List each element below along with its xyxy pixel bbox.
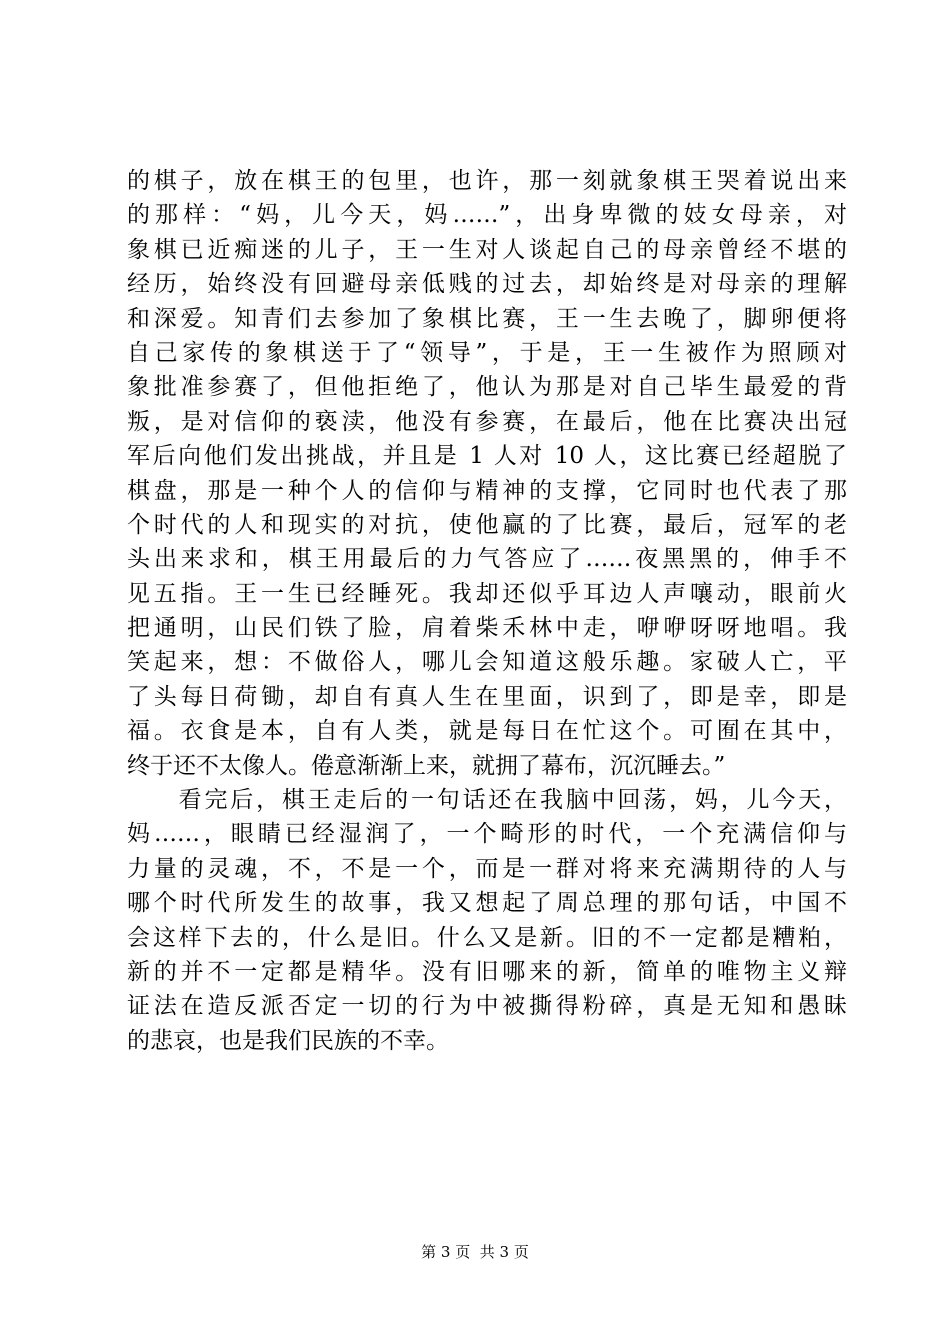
text-line: 新的并不一定都是精华。没有旧哪来的新，简单的唯物主义辩 <box>127 958 847 985</box>
text-line: 象批准参赛了，但他拒绝了，他认为那是对自己毕生最爱的背 <box>127 374 847 401</box>
text-line: 象棋已近痴迷的儿子，王一生对人谈起自己的母亲曾经不堪的 <box>127 236 847 263</box>
text-line: 了头每日荷锄，却自有真人生在里面，识到了，即是幸，即是 <box>127 683 847 710</box>
text-line: 笑起来，想：不做俗人，哪儿会知道这般乐趣。家破人亡，平 <box>127 649 847 676</box>
text-line: 棋盘，那是一种个人的信仰与精神的支撑，它同时也代表了那 <box>127 477 847 504</box>
text-line: 军后向他们发出挑战，并且是 1 人对 10 人，这比赛已经超脱了 <box>127 443 847 470</box>
text-line: 头出来求和，棋王用最后的力气答应了……夜黑黑的，伸手不 <box>127 546 847 573</box>
text-line: 的悲哀，也是我们民族的不幸。 <box>127 1027 449 1054</box>
text-line: 哪个时代所发生的故事，我又想起了周总理的那句话，中国不 <box>127 890 847 917</box>
body-text <box>127 164 847 1058</box>
text-line: 力量的灵魂，不，不是一个，而是一群对将来充满期待的人与 <box>127 855 847 882</box>
text-line: 把通明，山民们铁了脸，肩着柴禾林中走，咿咿呀呀地唱。我 <box>127 615 847 642</box>
text-line: 和深爱。知青们去参加了象棋比赛，王一生去晚了，脚卵便将 <box>127 305 847 332</box>
text-line: 个时代的人和现实的对抗，使他赢的了比赛，最后，冠军的老 <box>127 511 847 538</box>
text-line: 的棋子，放在棋王的包里，也许，那一刻就象棋王哭着说出来 <box>127 168 847 194</box>
text-line: 叛，是对信仰的亵渎，他没有参赛，在最后，他在比赛决出冠 <box>127 408 847 435</box>
text-line: 看完后，棋王走后的一句话还在我脑中回荡，妈，儿今天， <box>127 787 847 814</box>
text-line: 会这样下去的，什么是旧。什么又是新。旧的不一定都是糟粕， <box>127 924 847 951</box>
text-line: 自己家传的象棋送于了“领导”，于是，王一生被作为照顾对 <box>127 339 847 366</box>
text-line: 终于还不太像人。倦意渐渐上来，就拥了幕布，沉沉睡去。” <box>127 752 726 779</box>
text-line: 见五指。王一生已经睡死。我却还似乎耳边人声嚷动，眼前火 <box>127 580 847 607</box>
text-line: 的那样：“妈，儿今天，妈……”，出身卑微的妓女母亲，对 <box>127 202 847 229</box>
page-footer: 第 3 页 共 3 页 <box>421 1243 529 1261</box>
text-line: 妈……，眼睛已经湿润了，一个畸形的时代，一个充满信仰与 <box>127 821 847 848</box>
text-line: 证法在造反派否定一切的行为中被撕得粉碎，真是无知和愚昧 <box>127 993 847 1020</box>
text-line: 福。衣食是本，自有人类，就是每日在忙这个。可囿在其中， <box>127 718 847 745</box>
text-line: 经历，始终没有回避母亲低贱的过去，却始终是对母亲的理解 <box>127 271 847 298</box>
